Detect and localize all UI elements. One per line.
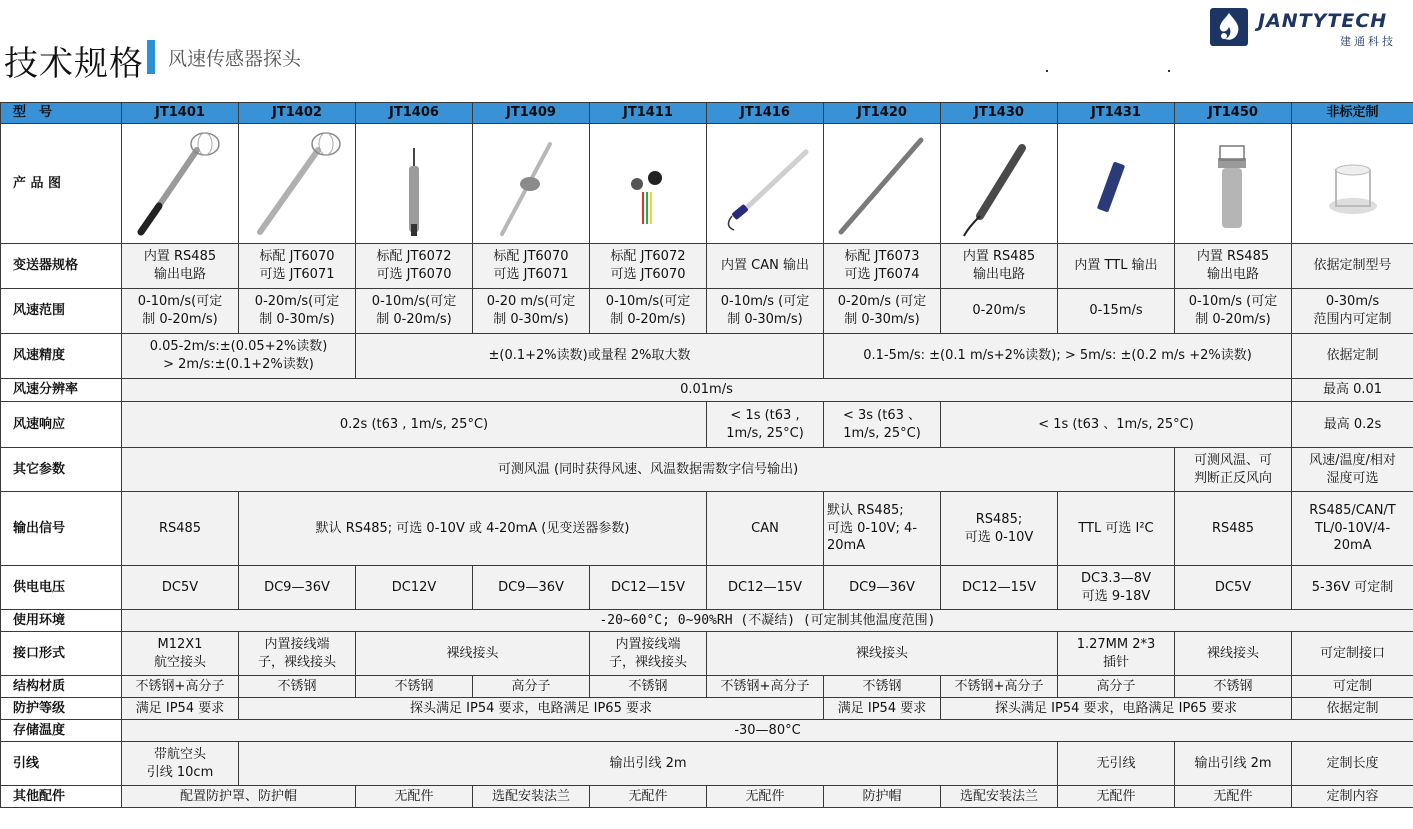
table-cell: 可测风温、可 判断正反风向 — [1175, 448, 1292, 492]
page-header — [0, 0, 1413, 100]
row-label-resolution: 风速分辨率 — [1, 379, 122, 402]
table-row-range — [1, 289, 1413, 334]
product-image-jt1401 — [122, 124, 239, 244]
table-cell: 0-10m/s(可定 制 0-20m/s) — [590, 289, 707, 334]
table-cell: 输出引线 2m — [1175, 742, 1292, 786]
row-label-lead: 引线 — [1, 742, 122, 786]
table-row-lead — [1, 742, 1413, 786]
model-cell: 非标定制 — [1292, 103, 1413, 124]
table-cell: TTL 可选 I²C — [1058, 492, 1175, 566]
table-cell: 裸线接头 — [707, 632, 1058, 676]
row-label-output: 输出信号 — [1, 492, 122, 566]
table-cell: RS485 — [1175, 492, 1292, 566]
table-cell: 可定制接口 — [1292, 632, 1413, 676]
table-cell: 0-10m/s (可定 制 0-30m/s) — [707, 289, 824, 334]
table-cell: 内置 RS485 输出电路 — [1175, 244, 1292, 289]
table-cell: 可测风温 (同时获得风速、风温数据需数字信号输出) — [122, 448, 1175, 492]
table-cell: 无配件 — [590, 786, 707, 808]
product-image-jt1406 — [356, 124, 473, 244]
model-cell: JT1450 — [1175, 103, 1292, 124]
table-cell: 定制长度 — [1292, 742, 1413, 786]
product-image-jt1416 — [707, 124, 824, 244]
table-cell: 选配安装法兰 — [941, 786, 1058, 808]
table-row-power — [1, 566, 1413, 610]
model-cell: JT1430 — [941, 103, 1058, 124]
table-cell: 内置 TTL 输出 — [1058, 244, 1175, 289]
table-cell: 内置接线端 子，裸线接头 — [590, 632, 707, 676]
table-cell: DC9—36V — [824, 566, 941, 610]
table-cell: < 1s (t63 , 1m/s, 25°C) — [707, 402, 824, 448]
table-cell: 默认 RS485; 可选 0-10V 或 4-20mA (见变送器参数) — [239, 492, 707, 566]
product-image-jt1409 — [473, 124, 590, 244]
model-cell: JT1409 — [473, 103, 590, 124]
table-cell: 不锈钢 — [356, 676, 473, 698]
model-cell: JT1416 — [707, 103, 824, 124]
table-cell: 0-10m/s(可定 制 0-20m/s) — [356, 289, 473, 334]
table-row-output — [1, 492, 1413, 566]
table-row-accessories — [1, 786, 1413, 808]
table-cell: -30—80°C — [122, 720, 1413, 742]
table-cell: DC12—15V — [941, 566, 1058, 610]
model-cell: JT1402 — [239, 103, 356, 124]
row-label-protection: 防护等级 — [1, 698, 122, 720]
table-cell: 配置防护罩、防护帽 — [122, 786, 356, 808]
table-cell: 内置 RS485 输出电路 — [122, 244, 239, 289]
table-cell: 无配件 — [1175, 786, 1292, 808]
table-cell: 最高 0.2s — [1292, 402, 1413, 448]
table-row-material — [1, 676, 1413, 698]
table-cell: 标配 JT6070 可选 JT6071 — [239, 244, 356, 289]
table-cell: 探头满足 IP54 要求，电路满足 IP65 要求 — [941, 698, 1292, 720]
table-cell: DC5V — [122, 566, 239, 610]
product-image-custom — [1292, 124, 1413, 244]
page-title: 技术规格 — [4, 44, 144, 84]
table-cell: 默认 RS485; 可选 0-10V; 4- 20mA — [824, 492, 941, 566]
table-cell: 定制内容 — [1292, 786, 1413, 808]
model-cell: JT1431 — [1058, 103, 1175, 124]
row-label-interface: 接口形式 — [1, 632, 122, 676]
table-cell: 无配件 — [356, 786, 473, 808]
table-cell: 无引线 — [1058, 742, 1175, 786]
table-cell: 0.1-5m/s: ±(0.1 m/s+2%读数); > 5m/s: ±(0.2 m/s +2%读数) — [824, 334, 1292, 379]
table-cell: 探头满足 IP54 要求，电路满足 IP65 要求 — [239, 698, 824, 720]
table-cell: 不锈钢 — [1175, 676, 1292, 698]
table-cell: 选配安装法兰 — [473, 786, 590, 808]
product-image-jt1431 — [1058, 124, 1175, 244]
table-cell: 标配 JT6072 可选 JT6070 — [590, 244, 707, 289]
table-row-other — [1, 448, 1413, 492]
table-cell: 0.05-2m/s:±(0.05+2%读数) > 2m/s:±(0.1+2%读数) — [122, 334, 356, 379]
product-image-jt1402 — [239, 124, 356, 244]
model-cell: JT1406 — [356, 103, 473, 124]
brand-logo — [1208, 6, 1408, 50]
table-cell: 0-10m/s(可定 制 0-20m/s) — [122, 289, 239, 334]
row-label-environment: 使用环境 — [1, 610, 122, 632]
table-cell: 不锈钢 — [824, 676, 941, 698]
table-cell: 0.01m/s — [122, 379, 1292, 402]
table-row-protection — [1, 698, 1413, 720]
table-cell: 0-20 m/s(可定 制 0-30m/s) — [473, 289, 590, 334]
table-cell: 内置 RS485 输出电路 — [941, 244, 1058, 289]
row-label-image: 产 品 图 — [1, 124, 122, 244]
model-cell: JT1420 — [824, 103, 941, 124]
table-cell: -20~60°C; 0~90%RH (不凝结) (可定制其他温度范围) — [122, 610, 1413, 632]
table-cell: RS485; 可选 0-10V — [941, 492, 1058, 566]
decorative-dot — [1046, 70, 1048, 72]
spec-table — [0, 102, 1413, 808]
table-row-response — [1, 402, 1413, 448]
table-cell: 带航空头 引线 10cm — [122, 742, 239, 786]
table-cell: DC9—36V — [473, 566, 590, 610]
logo-brand-text: JANTYTECH — [1258, 10, 1388, 32]
table-row-environment — [1, 610, 1413, 632]
logo-brand-cn: 建通科技 — [1340, 35, 1396, 48]
table-cell: 依据定制 — [1292, 698, 1413, 720]
table-cell: 0-10m/s (可定 制 0-20m/s) — [1175, 289, 1292, 334]
row-label-accessories: 其他配件 — [1, 786, 122, 808]
model-cell: JT1401 — [122, 103, 239, 124]
table-cell: DC5V — [1175, 566, 1292, 610]
table-cell: 0-30m/s 范围内可定制 — [1292, 289, 1413, 334]
table-cell: RS485 — [122, 492, 239, 566]
table-cell: 裸线接头 — [1175, 632, 1292, 676]
product-image-jt1430 — [941, 124, 1058, 244]
table-cell: 输出引线 2m — [239, 742, 1058, 786]
row-label-transmitter: 变送器规格 — [1, 244, 122, 289]
product-image-jt1411 — [590, 124, 707, 244]
logo-mark-icon — [1210, 8, 1248, 46]
table-row-model — [1, 103, 1413, 124]
table-cell: 标配 JT6070 可选 JT6071 — [473, 244, 590, 289]
product-image-jt1420 — [824, 124, 941, 244]
table-row-interface — [1, 632, 1413, 676]
row-label-response: 风速响应 — [1, 402, 122, 448]
table-cell: 依据定制 — [1292, 334, 1413, 379]
table-cell: 内置 CAN 输出 — [707, 244, 824, 289]
table-cell: DC12—15V — [707, 566, 824, 610]
row-label-other: 其它参数 — [1, 448, 122, 492]
table-row-accuracy — [1, 334, 1413, 379]
table-cell: CAN — [707, 492, 824, 566]
table-cell: 0-15m/s — [1058, 289, 1175, 334]
table-cell: 无配件 — [1058, 786, 1175, 808]
row-label-material: 结构材质 — [1, 676, 122, 698]
table-cell: 0-20m/s (可定 制 0-30m/s) — [824, 289, 941, 334]
row-label-range: 风速范围 — [1, 289, 122, 334]
title-accent-bar — [147, 40, 155, 74]
table-cell: 依据定制型号 — [1292, 244, 1413, 289]
table-row-transmitter — [1, 244, 1413, 289]
table-row-resolution — [1, 379, 1413, 402]
row-label-accuracy: 风速精度 — [1, 334, 122, 379]
table-cell: 不锈钢 — [590, 676, 707, 698]
table-cell: 高分子 — [473, 676, 590, 698]
table-cell: DC9—36V — [239, 566, 356, 610]
page-subtitle: 风速传感器探头 — [168, 48, 302, 70]
table-row-storage — [1, 720, 1413, 742]
table-cell: 5-36V 可定制 — [1292, 566, 1413, 610]
table-cell: 0.2s (t63 , 1m/s, 25°C) — [122, 402, 707, 448]
table-cell: 裸线接头 — [356, 632, 590, 676]
table-row-images — [1, 124, 1413, 244]
table-cell: 标配 JT6073 可选 JT6074 — [824, 244, 941, 289]
decorative-dot — [1168, 70, 1170, 72]
table-cell: DC3.3—8V 可选 9-18V — [1058, 566, 1175, 610]
table-cell: 标配 JT6072 可选 JT6070 — [356, 244, 473, 289]
row-label-model: 型 号 — [1, 103, 122, 124]
table-cell: 不锈钢+高分子 — [941, 676, 1058, 698]
table-cell: DC12—15V — [590, 566, 707, 610]
table-cell: 风速/温度/相对 湿度可选 — [1292, 448, 1413, 492]
table-cell: 防护帽 — [824, 786, 941, 808]
table-cell: ±(0.1+2%读数)或量程 2%取大数 — [356, 334, 824, 379]
table-cell: DC12V — [356, 566, 473, 610]
table-cell: 不锈钢+高分子 — [122, 676, 239, 698]
table-cell: 不锈钢+高分子 — [707, 676, 824, 698]
table-cell: 满足 IP54 要求 — [122, 698, 239, 720]
table-cell: M12X1 航空接头 — [122, 632, 239, 676]
row-label-power: 供电电压 — [1, 566, 122, 610]
model-cell: JT1411 — [590, 103, 707, 124]
table-cell: 0-20m/s(可定 制 0-30m/s) — [239, 289, 356, 334]
table-cell: 1.27MM 2*3 插针 — [1058, 632, 1175, 676]
table-cell: 不锈钢 — [239, 676, 356, 698]
product-image-jt1450 — [1175, 124, 1292, 244]
row-label-storage: 存储温度 — [1, 720, 122, 742]
table-cell: 无配件 — [707, 786, 824, 808]
table-cell: 满足 IP54 要求 — [824, 698, 941, 720]
table-cell: < 1s (t63 、1m/s, 25°C) — [941, 402, 1292, 448]
table-cell: 可定制 — [1292, 676, 1413, 698]
table-cell: < 3s (t63 、 1m/s, 25°C) — [824, 402, 941, 448]
table-cell: 最高 0.01 — [1292, 379, 1413, 402]
table-cell: 高分子 — [1058, 676, 1175, 698]
table-cell: RS485/CAN/T TL/0-10V/4- 20mA — [1292, 492, 1413, 566]
table-cell: 内置接线端 子，裸线接头 — [239, 632, 356, 676]
table-cell: 0-20m/s — [941, 289, 1058, 334]
